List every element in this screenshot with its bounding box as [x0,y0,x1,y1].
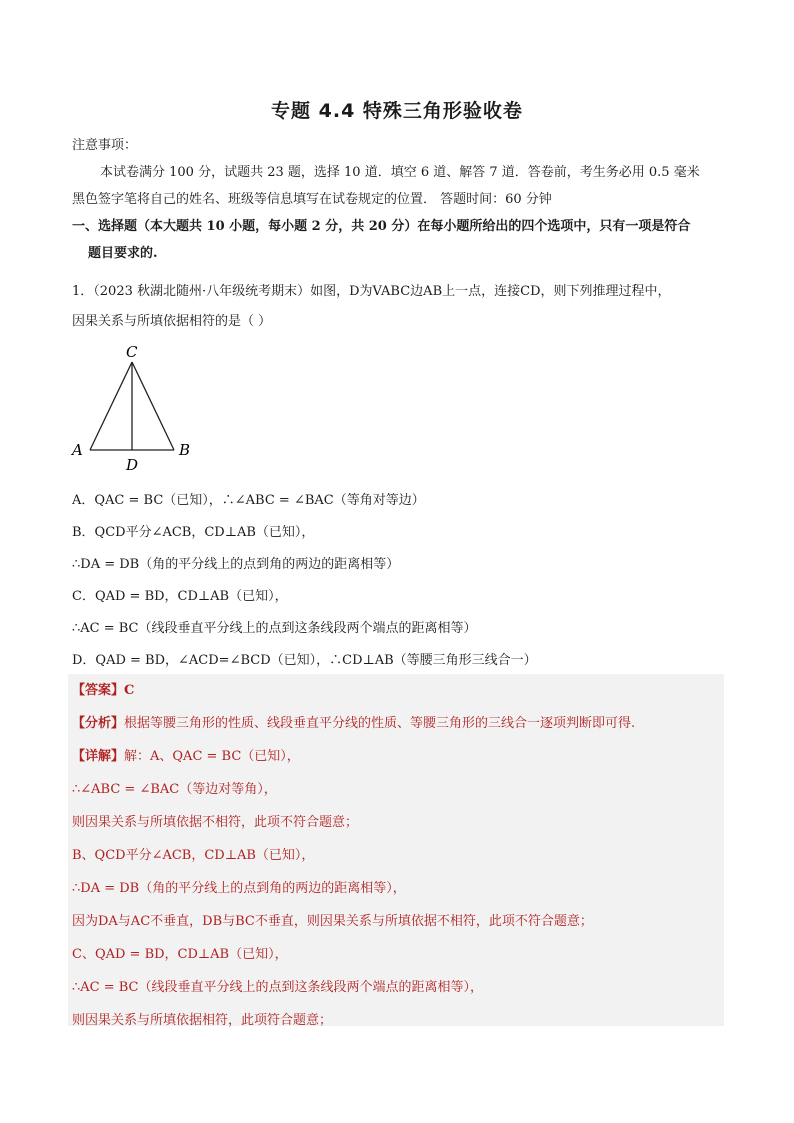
vertex-label-a: A [72,441,83,459]
answer-value: C [124,683,135,698]
vertex-label-c: C [126,343,138,361]
detail-line-6: C、QAD = BD，CD⊥AB（已知）， [72,947,288,962]
side-cb [132,362,174,450]
option-b-line-1: B．QCD平分∠ACB，CD⊥AB（已知）， [72,525,315,540]
detail-line [72,749,300,765]
side-ca [90,362,132,450]
option-c-line-1: C．QAD = BD，CD⊥AB（已知）， [72,589,288,604]
vertex-label-d: D [126,456,139,474]
detail-label: 【详解】 [72,749,125,764]
analysis-label: 【分析】 [72,716,125,731]
detail-line-7: ∴AC = BC（线段垂直平分线上的点到这条线段两个端点的距离相等）， [72,980,484,995]
question-line-1: 1．（2023 秋湖北随州·八年级统考期末）如图，D为VABC边AB上一点，连接CD，则下列推理过程中， [72,284,671,299]
section-heading-line-2: 题目要求的. [88,246,158,261]
notice-line-1: 本试卷满分 100 分，试题共 23 题，选择 10 道．填空 6 道、解答 7 道．答卷前，考生务必用 0.5 毫米 [100,165,700,180]
detail-line-4: ∴DA = DB（角的平分线上的点到角的两边的距离相等）， [72,881,406,896]
notice-line-2: 黑色签字笔将自己的姓名、班级等信息填写在试卷规定的位置． 答题时间：60 分钟 [72,192,552,207]
option-c-line-2: ∴AC = BC（线段垂直平分线上的点到这条线段两个端点的距离相等） [72,621,477,636]
triangle-figure [66,340,206,479]
question-line-2: 因果关系与所填依据相符的是（ ） [72,314,272,329]
detail-line-8: 则因果关系与所填依据相符，此项符合题意； [72,1013,333,1028]
vertex-label-b: B [179,441,191,459]
section-heading-line-1: 一、选择题（本大题共 10 小题，每小题 2 分，共 20 分）在每小题所给出的四个选项中，只有一项是符合 [72,219,691,234]
analysis-text: 根据等腰三角形的性质、线段垂直平分线的性质、等腰三角形的三线合一逐项判断即可得. [124,716,636,731]
option-a: A．QAC = BC（已知），∴∠ABC = ∠BAC（等角对等边） [72,493,425,508]
detail-line-1: ∴∠ABC = ∠BAC（等边对等角）， [72,782,277,797]
detail-line-2: 则因果关系与所填依据不相符，此项不符合题意； [72,815,359,830]
answer-label: 【答案】 [72,683,125,698]
analysis-line [72,716,635,732]
page-title: 专题 4.4 特殊三角形验收卷 [271,100,523,122]
option-d: D．QAD = BD，∠ACD=∠BCD（已知），∴CD⊥AB（等腰三角形三线合一） [72,653,537,668]
detail-start: 解：A、QAC = BC（已知）， [124,749,300,764]
detail-line-3: B、QCD平分∠ACB，CD⊥AB（已知）， [72,848,315,863]
detail-line-5: 因为DA与AC不垂直，DB与BC不垂直，则因果关系与所填依据不相符，此项不符合题意； [72,914,593,929]
option-b-line-2: ∴DA = DB（角的平分线上的点到角的两边的距离相等） [72,557,400,572]
answer-line [72,683,134,699]
notice-heading: 注意事项： [72,138,138,153]
